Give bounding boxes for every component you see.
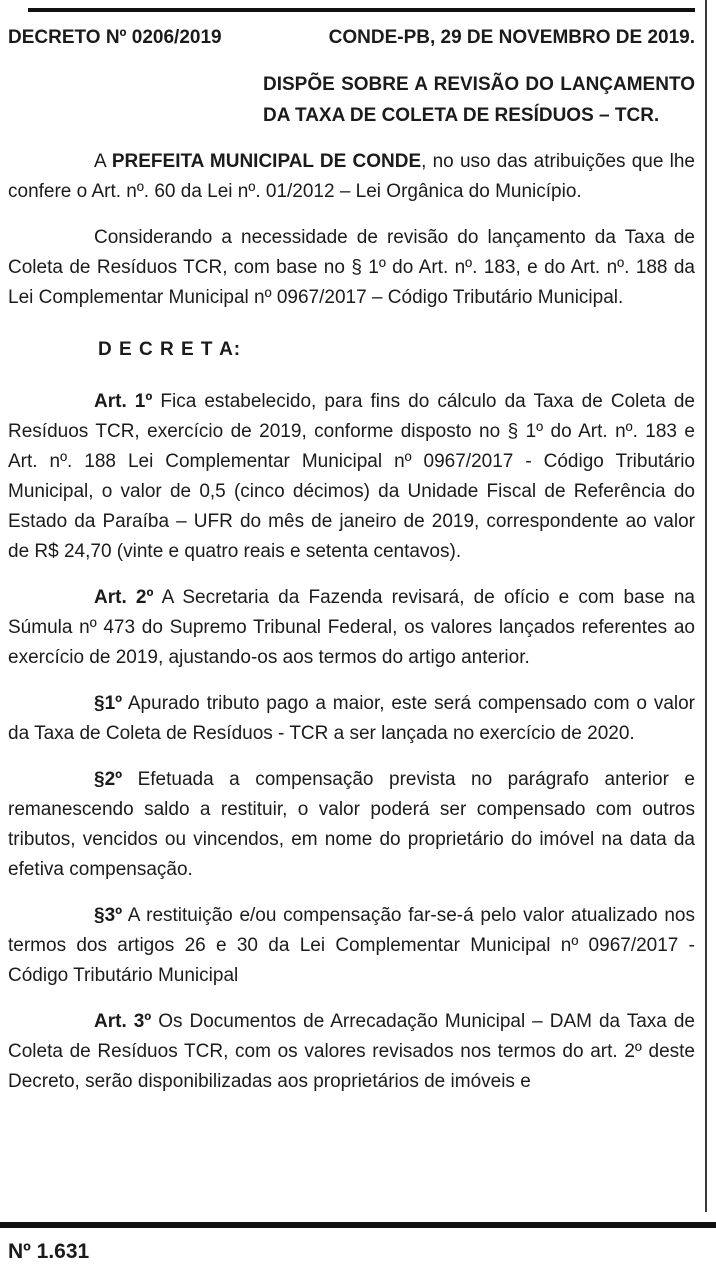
section2-text: Efetuada a compensação prevista no parágrafo anterior e remanescendo saldo a restituir, o valor poderá ser compensado com outros tributos, vencidos ou vincendos, em nome do proprietário do imóvel na data da efetiva compensação. [8, 769, 695, 880]
art2-label: Art. 2º [94, 587, 154, 608]
considering-text: Considerando a necessidade de revisão do lançamento da Taxa de Coleta de Resíduos TCR, com base no § 1º do Art. nº. 183, e do Art. nº. 188 da Lei Complementar Municipal nº 0967/2017 – Código Tributário Municipal. [8, 227, 695, 308]
decree-summary: DISPÕE SOBRE A REVISÃO DO LANÇAMENTO DA TAXA DE COLETA DE RESÍDUOS – TCR. [263, 74, 695, 126]
paragraph-section1 [8, 689, 695, 749]
art3-label: Art. 3º [94, 1011, 152, 1032]
art1-text: Fica estabelecido, para fins do cálculo da Taxa de Coleta de Resíduos TCR, exercício de 2019, conforme disposto no § 1º do Art. nº. 183 e Art. nº. 188 Lei Complementar Municipal nº 0967/2017 - Código Tributário Municipal, o valor de 0,5 (cinco décimos) da Unidade Fiscal de Referência do Estado da Paraíba – UFR do mês de janeiro de 2019, correspondente ao valor de R$ 24,70 (vinte e quatro reais e setenta centavos). [8, 391, 695, 562]
paragraph-art3 [8, 1007, 695, 1097]
decreta-heading: D E C R E T A: [98, 339, 242, 360]
paragraph-section3 [8, 901, 695, 991]
preamble-authority: PREFEITA MUNICIPAL DE CONDE [111, 151, 422, 172]
paragraph-art1 [8, 387, 695, 567]
decree-header [8, 23, 695, 53]
section3-label: §3º [94, 905, 123, 926]
paragraph-section2 [8, 765, 695, 885]
bottom-rule [0, 1222, 716, 1228]
art3-text: Os Documentos de Arrecadação Municipal – DAM da Taxa de Coleta de Resíduos TCR, com os valores revisados nos termos do art. 2º deste Decreto, serão disponibilizadas aos proprietários de imóveis e [8, 1011, 695, 1092]
section1-label: §1º [94, 693, 123, 714]
section1-text: Apurado tributo pago a maior, este será compensado com o valor da Taxa de Coleta de Resíduos - TCR a ser lançada no exercício de 2020. [8, 693, 695, 744]
paragraph-art2 [8, 583, 695, 673]
art2-text: A Secretaria da Fazenda revisará, de ofício e com base na Súmula nº 473 do Supremo Tribunal Federal, os valores lançados referentes ao exercício de 2019, ajustando-os aos termos do artigo anterior. [8, 587, 695, 668]
decree-number: DECRETO Nº 0206/2019 [8, 27, 222, 48]
art1-label: Art. 1º [94, 391, 153, 412]
paragraph-preamble [8, 147, 695, 207]
paragraph-considering [8, 223, 695, 313]
decree-place-date: CONDE-PB, 29 DE NOVEMBRO DE 2019. [328, 27, 695, 48]
section3-text: A restituição e/ou compensação far-se-á pelo valor atualizado nos termos dos artigos 26 e 30 da Lei Complementar Municipal nº 0967/2017 - Código Tributário Municipal [8, 905, 695, 986]
section2-label: §2º [94, 769, 123, 790]
page-number: Nº 1.631 [8, 1240, 90, 1263]
preamble-text: , no uso das atribuições que lhe confere o Art. nº. 60 da Lei nº. 01/2012 – Lei Orgânica do Município. [8, 151, 696, 202]
top-rule [28, 8, 695, 12]
preamble-lead: A [94, 151, 112, 172]
